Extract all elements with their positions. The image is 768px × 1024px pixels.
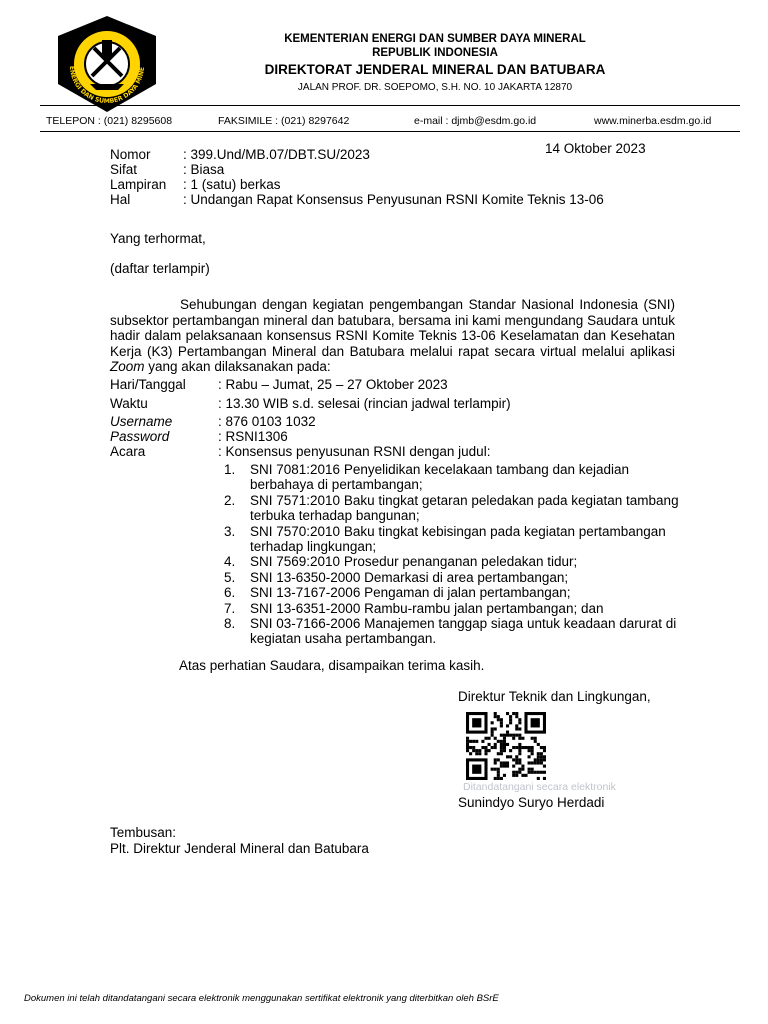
- list-item: 8. SNI 03-7166-2006 Manajemen tanggap siaga untuk keadaan darurat di kegiatan usaha pertambangan.: [224, 616, 677, 647]
- footer-note: Dokumen ini telah ditandatangani secara elektronik menggunakan sertifikat elektronik yang diterbitkan oleh BSrE: [24, 993, 499, 1004]
- website: www.minerba.esdm.go.id: [594, 115, 712, 127]
- salutation: Yang terhormat,: [110, 231, 206, 246]
- detail-label-acara: Acara: [110, 444, 146, 459]
- list-item: 7. SNI 13-6351-2000 Rambu-rambu jalan pertambangan; dan: [224, 600, 604, 616]
- detail-value-waktu: : 13.30 WIB s.d. selesai (rincian jadwal terlampir): [218, 396, 511, 411]
- list-item: 5. SNI 13-6350-2000 Demarkasi di area pertambangan;: [224, 569, 569, 585]
- email: e-mail : djmb@esdm.go.id: [414, 115, 537, 127]
- body-paragraph: [110, 297, 675, 375]
- meta-label-nomor: Nomor: [110, 147, 151, 162]
- svg-text:ENERGI DAN SUMBER DAYA MINERAL: ENERGI DAN SUMBER DAYA MINE: [67, 65, 147, 106]
- detail-label-password: Password: [110, 429, 170, 444]
- electronic-signature-note: Ditandatangani secara elektronik: [463, 781, 616, 793]
- detail-label-hari: Hari/Tanggal: [110, 377, 186, 392]
- list-item: 6. SNI 13-7167-2006 Pengaman di jalan pertambangan;: [224, 585, 571, 601]
- list-item: 1. SNI 7081:2016 Penyelidikan kecelakaan tambang dan kejadian berbahaya di pertambangan;: [224, 462, 630, 493]
- qr-code-icon: [466, 712, 546, 780]
- body-text-zoom: Zoom: [110, 359, 145, 375]
- meta-value-sifat: : Biasa: [183, 162, 225, 177]
- detail-value-hari: : Rabu – Jumat, 25 – 27 Oktober 2023: [218, 377, 448, 392]
- office-address: JALAN PROF. DR. SOEPOMO, S.H. NO. 10 JAKARTA 12870: [297, 82, 573, 93]
- header-rule-top: [40, 105, 740, 106]
- detail-value-username: : 876 0103 1032: [218, 414, 316, 429]
- signatory-title: Direktur Teknik dan Lingkungan,: [458, 689, 651, 704]
- ministry-logo: [52, 14, 162, 114]
- meta-label-sifat: Sifat: [110, 162, 138, 177]
- body-text-post: yang akan dilaksanakan pada:: [144, 359, 331, 375]
- detail-value-acara: : Konsensus penyusunan RSNI dengan judul:: [218, 444, 491, 459]
- list-item: 4. SNI 7569:2010 Prosedur penanganan peledakan tidur;: [224, 554, 578, 570]
- header-rule-bottom: [40, 131, 740, 132]
- cc-item: Plt. Direktur Jenderal Mineral dan Batubara: [110, 841, 369, 856]
- republic-name: REPUBLIK INDONESIA: [372, 47, 498, 59]
- list-item: 2. SNI 7571:2010 Baku tingkat getaran peledakan pada kegiatan tambang terbuka terhadap bangunan;: [224, 492, 679, 524]
- detail-label-username: Username: [110, 414, 173, 429]
- detail-value-password: : RSNI1306: [218, 429, 288, 444]
- cc-label: Tembusan:: [110, 825, 177, 840]
- meta-value-nomor: : 399.Und/MB.07/DBT.SU/2023: [183, 147, 370, 162]
- body-text-pre: Sehubungan dengan kegiatan pengembangan Standar Nasional Indonesia (SNI) subsektor pertambangan mineral dan batubara, bersama ini kami mengundang Saudara untuk hadir dalam pelaksanaan konsensus RSNI Komite Teknis 13-06 Keselamatan dan Kesehatan Kerja (K3) Pertambangan Mineral dan Batubara melalui rapat secara virtual melalui aplikasi: [110, 297, 675, 359]
- meta-label-hal: Hal: [110, 192, 131, 207]
- list-item: 3. SNI 7570:2010 Baku tingkat kebisingan pada kegiatan pertambangan terhadap lingkungan;: [224, 523, 666, 555]
- meta-label-lampiran: Lampiran: [110, 177, 167, 192]
- fax: FAKSIMILE : (021) 8297642: [218, 115, 350, 127]
- recipient: (daftar terlampir): [110, 261, 210, 276]
- directorate-name: DIREKTORAT JENDERAL MINERAL DAN BATUBARA: [264, 62, 606, 77]
- closing-text: Atas perhatian Saudara, disampaikan terima kasih.: [179, 658, 485, 673]
- signatory-name: Sunindyo Suryo Herdadi: [458, 795, 605, 810]
- letter-date: 14 Oktober 2023: [545, 141, 646, 156]
- agenda-list: [224, 462, 694, 647]
- telephone: TELEPON : (021) 8295608: [46, 115, 173, 127]
- meta-value-hal: : Undangan Rapat Konsensus Penyusunan RSNI Komite Teknis 13-06: [183, 192, 604, 207]
- meta-value-lampiran: : 1 (satu) berkas: [183, 177, 281, 192]
- ministry-name: KEMENTERIAN ENERGI DAN SUMBER DAYA MINERAL: [284, 33, 586, 45]
- detail-label-waktu: Waktu: [110, 396, 148, 411]
